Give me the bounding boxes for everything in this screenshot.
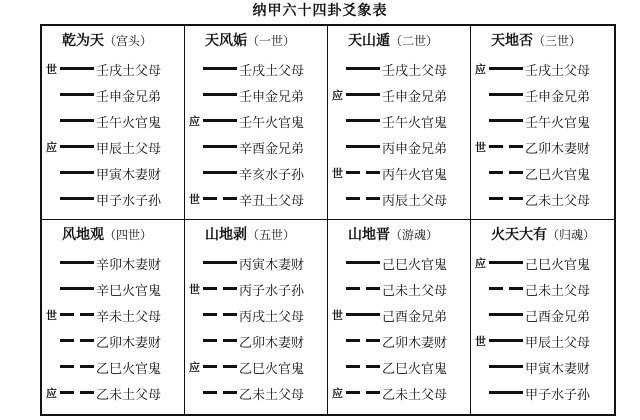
- yao-line: [46, 82, 182, 108]
- yao-label: 乙未土父母: [96, 387, 162, 403]
- yao-tag: 应: [475, 63, 486, 76]
- yin-line-symbol: [346, 194, 380, 204]
- yao-line: [189, 82, 325, 108]
- yang-line-symbol: [60, 194, 94, 204]
- yao-label: 壬午火官鬼: [96, 115, 162, 131]
- yao-line: [332, 380, 468, 406]
- yao-line: [475, 160, 612, 186]
- yao-line: [332, 250, 468, 276]
- yao-line: [189, 328, 325, 354]
- yang-line-symbol: [346, 258, 380, 268]
- yao-tag: 应: [46, 141, 57, 154]
- hexagram-name: 天山遁: [348, 33, 390, 49]
- yao-label: 丙申金兄弟: [382, 141, 448, 157]
- yao-label: 己未土父母: [382, 283, 448, 299]
- hexagram-title: [46, 30, 182, 54]
- yin-line-symbol: [203, 388, 237, 398]
- yin-line-symbol: [203, 284, 237, 294]
- hexagram-note: （四世）: [104, 228, 153, 242]
- yao-label: 辛巳火官鬼: [96, 283, 162, 299]
- hexagram-cell: [42, 220, 185, 414]
- yin-line-symbol: [60, 388, 94, 398]
- yao-line: [332, 354, 468, 380]
- yang-line-symbol: [203, 64, 237, 74]
- yin-line-symbol: [489, 194, 523, 204]
- yin-line-symbol: [203, 336, 237, 346]
- yao-line: [332, 302, 468, 328]
- yao-line: [46, 250, 182, 276]
- hexagram-title: [475, 30, 612, 54]
- hexagram-name: 火天大有: [491, 227, 547, 243]
- yao-tag: 应: [46, 387, 57, 400]
- hexagram-note: （一世）: [247, 34, 296, 48]
- yao-label: 乙巳火官鬼: [239, 361, 305, 377]
- hexagram-cell: [185, 220, 328, 414]
- hexagram-cell: [328, 220, 471, 414]
- yao-label: 乙卯木妻财: [525, 141, 591, 157]
- yang-line-symbol: [489, 90, 523, 100]
- yao-label: 己巳火官鬼: [525, 257, 591, 273]
- yao-label: 乙未土父母: [382, 387, 448, 403]
- yao-tag: 世: [46, 63, 57, 76]
- yao-label: 壬午火官鬼: [382, 115, 448, 131]
- hexagram-note: （五世）: [247, 228, 296, 242]
- hexagram-name: 风地观: [62, 227, 104, 243]
- yao-tag: 应: [189, 115, 200, 128]
- yao-list: [46, 250, 182, 406]
- yao-line: [189, 354, 325, 380]
- yao-label: 甲子水子孙: [96, 193, 162, 209]
- yao-tag: 应: [332, 89, 343, 102]
- yao-label: 丙午火官鬼: [382, 167, 448, 183]
- hexagram-note: （二世）: [390, 34, 439, 48]
- yao-label: 甲子水子孙: [525, 387, 591, 403]
- yang-line-symbol: [489, 362, 523, 372]
- yao-line: [475, 82, 612, 108]
- yao-label: 壬申金兄弟: [239, 89, 305, 105]
- yao-line: [189, 380, 325, 406]
- yao-list: [189, 250, 325, 406]
- yao-label: 壬申金兄弟: [382, 89, 448, 105]
- yao-label: 己酉金兄弟: [525, 309, 591, 325]
- yao-tag: 应: [332, 387, 343, 400]
- yao-label: 己未土父母: [525, 283, 591, 299]
- yao-line: [475, 354, 612, 380]
- yin-line-symbol: [60, 336, 94, 346]
- yang-line-symbol: [489, 258, 523, 268]
- yao-line: [475, 328, 612, 354]
- hexagram-title: [189, 224, 325, 248]
- yao-line: [46, 354, 182, 380]
- yao-line: [189, 134, 325, 160]
- yao-line: [189, 302, 325, 328]
- yao-label: 丙子水子孙: [239, 283, 305, 299]
- yin-line-symbol: [346, 284, 380, 294]
- yao-line: [46, 56, 182, 82]
- hexagram-note: （归魂）: [547, 228, 596, 242]
- yao-label: 辛卯木妻财: [96, 257, 162, 273]
- yao-label: 甲寅木妻财: [525, 361, 591, 377]
- yao-tag: 应: [189, 361, 200, 374]
- yao-line: [332, 108, 468, 134]
- yao-line: [46, 108, 182, 134]
- hexagram-name: 山地晋: [348, 227, 390, 243]
- yao-list: [46, 56, 182, 212]
- yang-line-symbol: [346, 142, 380, 152]
- yao-line: [475, 250, 612, 276]
- yao-label: 乙卯木妻财: [239, 335, 305, 351]
- yao-line: [46, 186, 182, 212]
- hexagram-title: [332, 224, 468, 248]
- yao-label: 壬午火官鬼: [239, 115, 305, 131]
- yao-label: 乙卯木妻财: [96, 335, 162, 351]
- yao-label: 丙戌土父母: [239, 309, 305, 325]
- yao-tag: 世: [46, 309, 57, 322]
- yao-label: 乙巳火官鬼: [96, 361, 162, 377]
- hexagram-cell: [185, 26, 328, 220]
- yin-line-symbol: [489, 168, 523, 178]
- yao-label: 壬戌土父母: [525, 63, 591, 79]
- yao-line: [46, 134, 182, 160]
- yao-label: 甲寅木妻财: [96, 167, 162, 183]
- yao-line: [332, 82, 468, 108]
- yang-line-symbol: [346, 64, 380, 74]
- yao-label: 己巳火官鬼: [382, 257, 448, 273]
- yao-line: [189, 160, 325, 186]
- hexagram-title: [332, 30, 468, 54]
- yao-line: [332, 186, 468, 212]
- yao-tag: 世: [332, 167, 343, 180]
- yao-line: [332, 328, 468, 354]
- yao-label: 辛酉金兄弟: [239, 141, 305, 157]
- yang-line-symbol: [346, 116, 380, 126]
- yao-line: [46, 160, 182, 186]
- yao-line: [475, 56, 612, 82]
- yang-line-symbol: [489, 116, 523, 126]
- yang-line-symbol: [60, 64, 94, 74]
- yao-line: [475, 186, 612, 212]
- yang-line-symbol: [203, 142, 237, 152]
- yao-line: [46, 328, 182, 354]
- yao-list: [332, 56, 468, 212]
- yao-line: [189, 108, 325, 134]
- yao-label: 己酉金兄弟: [382, 309, 448, 325]
- yang-line-symbol: [60, 168, 94, 178]
- yao-list: [475, 250, 612, 406]
- yao-line: [332, 276, 468, 302]
- yang-line-symbol: [203, 168, 237, 178]
- yao-label: 辛丑土父母: [239, 193, 305, 209]
- hexagram-note: （三世）: [533, 34, 582, 48]
- yao-tag: 应: [475, 257, 486, 270]
- hexagram-name: 天风姤: [205, 33, 247, 49]
- yang-line-symbol: [489, 64, 523, 74]
- yin-line-symbol: [346, 336, 380, 346]
- hexagram-cell: [471, 220, 614, 414]
- hexagram-cell: [42, 26, 185, 220]
- yang-line-symbol: [60, 258, 94, 268]
- yao-line: [475, 302, 612, 328]
- yao-line: [189, 56, 325, 82]
- yang-line-symbol: [346, 310, 380, 320]
- yin-line-symbol: [489, 284, 523, 294]
- yao-tag: 世: [332, 309, 343, 322]
- yao-label: 丙辰土父母: [382, 193, 448, 209]
- yao-line: [189, 276, 325, 302]
- yang-line-symbol: [203, 90, 237, 100]
- yao-label: 乙未土父母: [525, 193, 591, 209]
- yang-line-symbol: [60, 116, 94, 126]
- hexagram-name: 天地否: [491, 33, 533, 49]
- yin-line-symbol: [203, 310, 237, 320]
- yao-label: 辛亥水子孙: [239, 167, 305, 183]
- yao-line: [189, 250, 325, 276]
- yao-line: [332, 56, 468, 82]
- yang-line-symbol: [489, 388, 523, 398]
- hexagram-title: [475, 224, 612, 248]
- yao-label: 甲辰土父母: [525, 335, 591, 351]
- yang-line-symbol: [489, 310, 523, 320]
- yao-label: 乙巳火官鬼: [382, 361, 448, 377]
- yao-list: [189, 56, 325, 212]
- hexagram-table: [40, 24, 616, 416]
- yao-line: [46, 380, 182, 406]
- yao-line: [46, 302, 182, 328]
- yin-line-symbol: [60, 362, 94, 372]
- yang-line-symbol: [60, 284, 94, 294]
- yin-line-symbol: [489, 142, 523, 152]
- yao-label: 壬申金兄弟: [96, 89, 162, 105]
- yang-line-symbol: [346, 90, 380, 100]
- hexagram-note: （游魂）: [390, 228, 439, 242]
- yao-line: [475, 380, 612, 406]
- yao-label: 壬戌土父母: [96, 63, 162, 79]
- yao-line: [46, 276, 182, 302]
- yao-list: [332, 250, 468, 406]
- yin-line-symbol: [346, 362, 380, 372]
- hexagram-cell: [471, 26, 614, 220]
- yao-label: 壬戌土父母: [382, 63, 448, 79]
- hexagram-name: 山地剥: [205, 227, 247, 243]
- yin-line-symbol: [203, 362, 237, 372]
- yao-label: 壬午火官鬼: [525, 115, 591, 131]
- yang-line-symbol: [60, 90, 94, 100]
- yin-line-symbol: [346, 168, 380, 178]
- hexagram-cell: [328, 26, 471, 220]
- yin-line-symbol: [203, 194, 237, 204]
- yao-line: [475, 134, 612, 160]
- yao-label: 甲辰土父母: [96, 141, 162, 157]
- yang-line-symbol: [203, 116, 237, 126]
- yao-line: [475, 276, 612, 302]
- yao-tag: 世: [189, 193, 200, 206]
- yin-line-symbol: [346, 388, 380, 398]
- hexagram-title: [189, 30, 325, 54]
- yao-tag: 世: [189, 283, 200, 296]
- hexagram-name: 乾为天: [62, 33, 104, 49]
- yao-line: [189, 186, 325, 212]
- yao-label: 乙巳火官鬼: [525, 167, 591, 183]
- yao-label: 乙卯木妻财: [382, 335, 448, 351]
- hexagram-note: （宫头）: [104, 34, 153, 48]
- yang-line-symbol: [203, 258, 237, 268]
- table-title: 纳甲六十四卦爻象表: [252, 3, 388, 19]
- yao-line: [332, 134, 468, 160]
- yao-label: 乙未土父母: [239, 387, 305, 403]
- yao-line: [475, 108, 612, 134]
- yao-label: 辛未土父母: [96, 309, 162, 325]
- yang-line-symbol: [60, 142, 94, 152]
- yao-tag: 世: [475, 335, 486, 348]
- yang-line-symbol: [489, 336, 523, 346]
- yao-tag: 世: [475, 141, 486, 154]
- yao-label: 丙寅木妻财: [239, 257, 305, 273]
- yao-label: 壬戌土父母: [239, 63, 305, 79]
- yao-list: [475, 56, 612, 212]
- yao-label: 壬申金兄弟: [525, 89, 591, 105]
- hexagram-title: [46, 224, 182, 248]
- yin-line-symbol: [60, 310, 94, 320]
- yao-line: [332, 160, 468, 186]
